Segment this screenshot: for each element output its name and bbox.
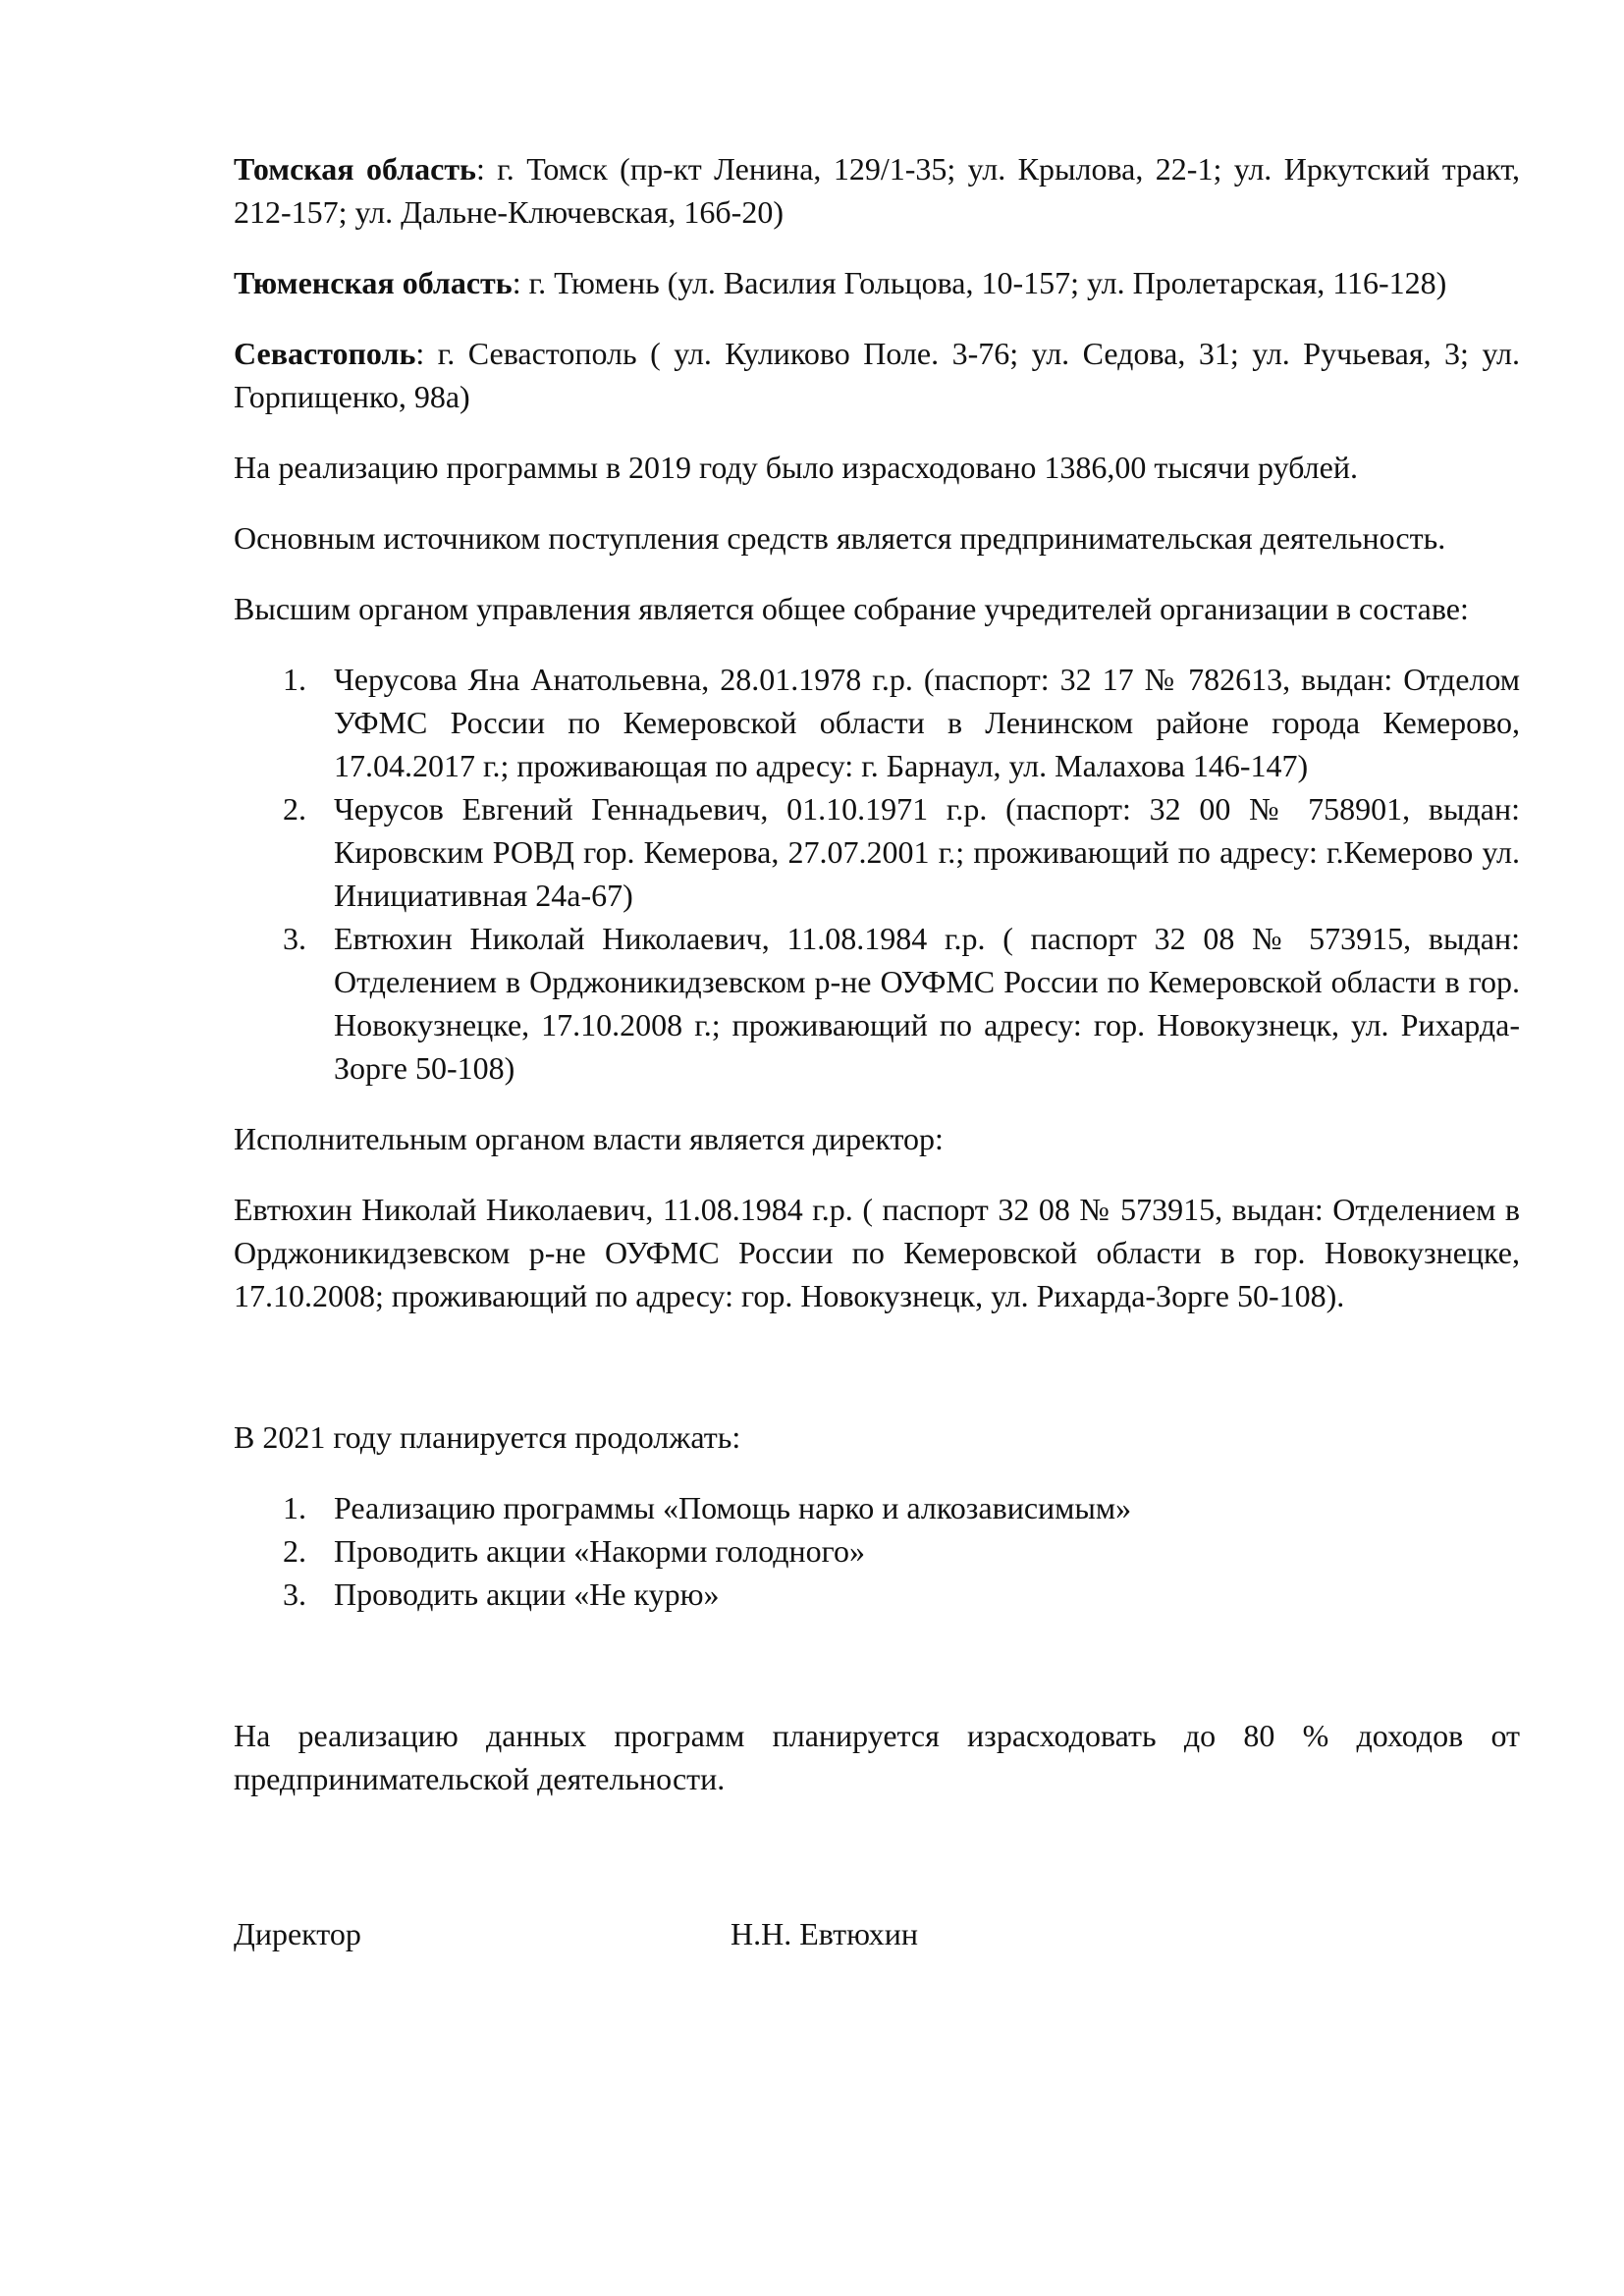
blank-space (234, 1643, 1520, 1714)
blank-space (234, 1345, 1520, 1415)
list-item (234, 787, 1520, 917)
region-name: Томская область (234, 151, 476, 187)
list-item (234, 1529, 1520, 1573)
executive-paragraph: Евтюхин Николай Николаевич, 11.08.1984 г.р. ( паспорт 32 08 № 573915, выдан: Отделением в Орджоникидзевском р-не ОУФМС России по Кемеровской области в гор. Новокузнецке, 17.10.2008; проживающий по адресу: гор. Новокузнецк, ул. Рихарда-Зорге 50-108). (234, 1192, 1520, 1313)
list-item (234, 1573, 1520, 1616)
funding-source-paragraph: Основным источником поступления средств является предпринимательская деятельность. (234, 520, 1446, 556)
list-number: 1. (283, 1490, 306, 1525)
region-name: Тюменская область (234, 265, 513, 300)
signature-block (234, 1912, 1520, 1955)
blank-space (234, 1828, 1520, 1912)
list-item-text: Проводить акции «Накорми голодного» (334, 1533, 865, 1569)
plans-intro-paragraph: В 2021 году планируется продолжать: (234, 1419, 741, 1455)
signatory-name: Н.Н. Евтюхин (731, 1916, 918, 1951)
list-number: 2. (283, 1533, 306, 1569)
region-addresses: : г. Севастополь ( ул. Куликово Поле. 3-76; ул. Седова, 31; ул. Ручьевая, 3; ул. Горпищенко, 98а) (234, 336, 1520, 414)
signatory-role: Директор (234, 1916, 361, 1951)
region-name: Севастополь (234, 336, 416, 371)
list-number: 3. (283, 1576, 306, 1612)
region-addresses: : г. Тюмень (ул. Василия Гольцова, 10-157; ул. Пролетарская, 116-128) (512, 265, 1447, 300)
list-number: 2. (283, 791, 306, 827)
document-page (234, 147, 1520, 1955)
governing-body-paragraph: Высшим органом управления является общее собрание учредителей организации в составе: (234, 591, 1469, 626)
list-item (234, 1486, 1520, 1529)
founders-list (234, 658, 1520, 1090)
plans-list (234, 1486, 1520, 1616)
list-item (234, 917, 1520, 1090)
spending-2019-paragraph: На реализацию программы в 2019 году было израсходовано 1386,00 тысячи рублей. (234, 450, 1358, 485)
list-item-text: Проводить акции «Не курю» (334, 1576, 720, 1612)
list-item-text: Евтюхин Николай Николаевич, 11.08.1984 г.р. ( паспорт 32 08 № 573915, выдан: Отделением в Орджоникидзевском р-не ОУФМС России по Кемеровской области в гор. Новокузнецке, 17.10.2008 г.; проживающий по адресу: гор. Новокузнецк, ул. Рихарда-Зорге 50-108) (334, 921, 1520, 1086)
region-addresses: : г. Томск (пр-кт Ленина, 129/1-35; ул. Крылова, 22-1; ул. Иркутский тракт, 212-157; ул. Дальне-Ключевская, 16б-20) (234, 151, 1521, 230)
region-tyumen (234, 261, 1520, 304)
region-tomsk (234, 147, 1520, 234)
budget-plan-paragraph: На реализацию данных программ планируется израсходовать до 80 % доходов от предпринимательской деятельности. (234, 1718, 1520, 1796)
list-item (234, 658, 1520, 787)
executive-intro-paragraph: Исполнительным органом власти является директор: (234, 1121, 944, 1156)
list-number: 3. (283, 921, 306, 956)
list-number: 1. (283, 662, 306, 697)
list-item-text: Черусова Яна Анатольевна, 28.01.1978 г.р. (паспорт: 32 17 № 782613, выдан: Отделом УФМС России по Кемеровской области в Ленинском районе города Кемерово, 17.04.2017 г.; проживающая по адресу: г. Барнаул, ул. Малахова 146-147) (334, 662, 1520, 783)
region-sevastopol (234, 332, 1520, 418)
list-item-text: Черусов Евгений Геннадьевич, 01.10.1971 г.р. (паспорт: 32 00 № 758901, выдан: Кировским РОВД гор. Кемерова, 27.07.2001 г.; проживающий по адресу: г.Кемерово ул. Инициативная 24а-67) (334, 791, 1520, 913)
list-item-text: Реализацию программы «Помощь нарко и алкозависимым» (334, 1490, 1132, 1525)
